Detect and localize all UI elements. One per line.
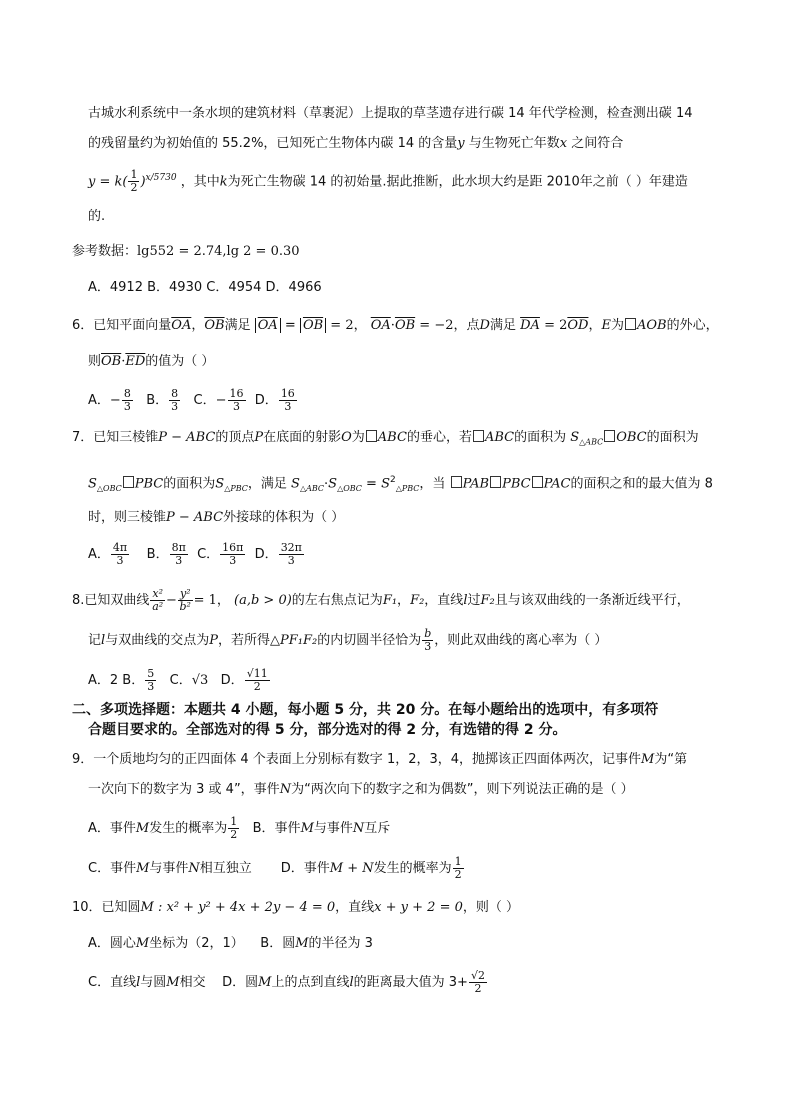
vec-oa: $\overline{OA}$ (171, 318, 192, 333)
den: b² (179, 600, 191, 613)
q9-options-row-2 (88, 856, 465, 881)
q8-line-2 (88, 628, 607, 653)
text: 为“两次向下的数字之和为偶数”，则下列说法正确的是（ ） (291, 782, 634, 797)
num: √11 (246, 667, 268, 680)
q5-line-2 (88, 134, 623, 154)
q5-options (88, 278, 322, 298)
math-o: O (341, 430, 352, 445)
math-s: S (88, 476, 97, 492)
text: 满足 (224, 318, 251, 333)
frac-x2-a2 (150, 588, 165, 613)
comma: ， (397, 593, 411, 608)
num: y² (179, 587, 191, 600)
text: 发生的概率为 (149, 821, 228, 836)
dot: · (324, 476, 329, 492)
num: √2 (470, 969, 485, 982)
math-pbc: PBC (134, 476, 164, 492)
math-circle-eq: M : x² + y² + 4x + 2y − 4 = 0 (140, 900, 336, 915)
opt-c: C． (169, 673, 192, 688)
triangle-glyph (366, 430, 377, 442)
opt-d: D． (220, 673, 244, 688)
text: 且与该双曲线的一条渐近线平行， (494, 593, 690, 608)
q5-line-1 (88, 104, 692, 124)
math-abc: ABC (377, 430, 407, 445)
math-f2: F₂ (410, 593, 425, 608)
text: ，其中 (180, 174, 220, 190)
text: 与双曲线的交点为 (105, 633, 210, 648)
opt-c: C． (193, 393, 216, 408)
text: ，点 (453, 318, 480, 333)
q6-options (88, 388, 298, 413)
text: 发生的概率为 (373, 861, 452, 876)
q7-options (88, 542, 305, 567)
text: 互斥 (364, 821, 391, 836)
minus: − (215, 393, 227, 408)
math-p: P (209, 633, 218, 648)
text: 相交 (179, 975, 206, 990)
math-s: S (381, 476, 390, 492)
vec-da: $\overline{DA}$ (520, 318, 540, 333)
norm-oa: $\overline{OA}$ (255, 318, 281, 333)
comma: ， (353, 318, 367, 333)
text: 与事件 (313, 821, 353, 836)
vec-ed: $\overline{ED}$ (125, 354, 146, 369)
text: ，若所得 (217, 633, 270, 648)
den: 3 (233, 400, 241, 413)
math-m: M (135, 936, 150, 951)
num: 8 (171, 387, 179, 400)
num: 16 (229, 387, 244, 400)
text: ， (588, 318, 602, 333)
frac-8-3 (169, 388, 180, 413)
den: 2 (230, 828, 238, 841)
text: 的值为（ ） (145, 354, 215, 369)
text: 为 (610, 318, 624, 333)
text: 则 (88, 354, 102, 369)
math-e: E (601, 318, 611, 333)
text: ， (216, 593, 230, 608)
text: 的左右焦点记为 (291, 593, 383, 608)
sub: △PBC (395, 483, 420, 493)
math-m: M (136, 861, 150, 876)
text: 10．已知圆 (72, 900, 141, 915)
text: 的. (88, 209, 106, 224)
text: 的面积为 (646, 430, 699, 445)
frac-16pi-3 (220, 542, 245, 567)
num: x² (152, 587, 164, 600)
math-m: M (300, 821, 314, 836)
num: 16 (280, 387, 295, 400)
text: A．圆心 (88, 936, 136, 951)
text: ，直线 (424, 593, 464, 608)
text: 的面积为 (163, 476, 216, 492)
text: 7．已知三棱锥 (72, 430, 159, 445)
q10-options-row-2 (88, 970, 488, 995)
q7-line-1 (72, 428, 699, 453)
text: 相互独立 (199, 861, 252, 876)
frac-16-3 (228, 388, 246, 413)
vec-ob: $\overline{OB}$ (204, 318, 225, 333)
dot: · (390, 318, 395, 333)
sub: △ABC (299, 483, 325, 493)
text: 过 (467, 593, 481, 608)
num: 8 (123, 387, 131, 400)
math-p-abc: P − ABC (158, 430, 216, 445)
text: 的面积之和的最大值为 8 (570, 476, 713, 492)
math-l: l (136, 975, 141, 990)
frac-sqrt11-2 (245, 668, 270, 693)
math-l: l (349, 975, 354, 990)
math-m-plus-n: M + N (329, 861, 374, 876)
minus: − (109, 393, 121, 408)
text: 与事件 (149, 861, 189, 876)
q7-line-2: $S_{\triangle OBC}$ PBC的面积为$S_{\triangle PBC}$，满足 $S_{\triangle ABC}\cdot S_{\triangle OBC} = S^2_{\triangle PBC}$，当 PAB PBC PAC的面积之和的最大值为 8 (88, 475, 713, 493)
ref-label: 参考数据： (72, 244, 138, 259)
num: 16π (222, 541, 244, 554)
frac-b-3 (422, 628, 433, 653)
triangle-glyph (625, 318, 636, 330)
q10-line-1 (72, 898, 519, 918)
text: 之间符合 (571, 136, 624, 151)
norm-ob: $\overline{OB}$ (300, 318, 326, 333)
den: 3 (284, 400, 292, 413)
math-aob: AOB (636, 318, 667, 333)
text: ，直线 (335, 900, 375, 915)
frac-16-3 (279, 388, 297, 413)
triangle-glyph (490, 476, 501, 488)
text: 坐标为（2，1） (149, 936, 244, 951)
opt-b: B． (146, 547, 169, 562)
text: B．圆 (260, 936, 296, 951)
den: 3 (424, 640, 432, 653)
num: 4π (112, 541, 128, 554)
math-p-abc: P − ABC (166, 510, 224, 525)
num: 1 (230, 815, 238, 828)
q5-line-4 (88, 207, 105, 227)
den: 3 (116, 554, 124, 567)
frac-5-3 (145, 668, 156, 693)
text: 外接球的体积为（ ） (223, 510, 345, 525)
text: 上的点到直线 (271, 975, 350, 990)
math-m: M (166, 975, 180, 990)
triangle-glyph (473, 430, 484, 442)
math-f2: F₂ (480, 593, 495, 608)
options: A．4912 B．4930 C．4954 D．4966 (88, 280, 322, 295)
sub: △PBC (224, 483, 248, 493)
q6-line-1: 6．已知平面向量$\overline{OA}$，$\overline{OB}$满足 $\overline{OA} = \overline{OB} = 2$， $\overline{OA}\cdot\overline{OB} = -2$，点D满足 $\overline{DA} = 2\overline{OD}$，E为 AOB的外心， (72, 318, 719, 333)
text: 的面积为 (514, 430, 567, 445)
text: 在底面的射影 (263, 430, 342, 445)
text: 满足 (489, 318, 516, 333)
text: 的半径为 3 (308, 936, 373, 951)
sub: △OBC (337, 483, 362, 493)
math-y: y (457, 136, 465, 151)
sub: △ABC (579, 437, 604, 447)
text: D．圆 (222, 975, 259, 990)
eq: = 2 (544, 318, 568, 333)
q5-reference (72, 242, 300, 262)
math-s: S (328, 476, 338, 492)
vec-ob: $\overline{OB}$ (394, 318, 416, 333)
text: 的距离最大值为 3+ (353, 975, 468, 990)
text: C．直线 (88, 975, 137, 990)
frac-sqrt2-2 (469, 970, 487, 995)
num: 1 (454, 855, 462, 868)
condition: (a,b > 0) (234, 593, 292, 608)
eq: = −2 (419, 318, 454, 333)
text: 的内切圆半径恰为 (317, 633, 422, 648)
num: 8π (171, 541, 186, 554)
vec-od: $\overline{OD}$ (567, 318, 589, 333)
math-n: N (188, 861, 200, 876)
opt-a: A． (88, 393, 110, 408)
opt-c: C． (197, 547, 220, 562)
den: 3 (147, 680, 155, 693)
q10-options-row-1 (88, 934, 373, 954)
triangle-glyph (532, 476, 543, 488)
math-m: M (641, 752, 655, 767)
text: 的残留量约为初始值的 55.2%，已知死亡生物体内碳 14 的含量 (88, 136, 458, 151)
triangle-glyph (604, 430, 615, 442)
frac-8-3 (122, 388, 133, 413)
text: 一次向下的数字为 3 或 4”，事件 (88, 782, 280, 797)
minus: − (166, 593, 177, 608)
frac-32pi-3 (279, 542, 304, 567)
math-x: x (559, 136, 568, 151)
math-n: N (352, 821, 365, 836)
math-d: D (479, 318, 490, 333)
text: A．事件 (88, 821, 136, 836)
den: 3 (175, 554, 183, 567)
formula-lhs: y = k( (88, 174, 128, 190)
q9-line-1 (72, 750, 687, 770)
frac-4pi-3 (111, 542, 129, 567)
math-n: N (279, 782, 292, 797)
math-obc: OBC (616, 430, 647, 445)
math-abc: ABC (484, 430, 515, 445)
q8-line-1 (72, 588, 690, 613)
comma: ， (191, 318, 205, 333)
den: 3 (287, 554, 295, 567)
q5-line-3 (88, 168, 688, 194)
q9-options-row-1 (88, 816, 390, 841)
text: ，则（ ） (462, 900, 520, 915)
text: 与圆 (140, 975, 167, 990)
opt-a: A． (88, 547, 110, 562)
q7-line-3 (88, 508, 344, 528)
text: 的外心， (666, 318, 719, 333)
eq: = 2 (330, 318, 354, 333)
section-2-header-line-1 (72, 700, 658, 720)
math-pab: PAB (462, 476, 490, 492)
sup: 2 (390, 475, 396, 485)
math-triangle-pf1f2: △PF₁F₂ (269, 633, 318, 648)
frac-1-2 (228, 816, 239, 841)
text: 8.已知双曲线 (72, 593, 150, 608)
den: 2 (474, 982, 482, 995)
text: 为“第 (654, 752, 688, 767)
num: b (424, 627, 432, 640)
text: 的垂心，若 (406, 430, 472, 445)
formula-exponent: x/5730 (145, 173, 177, 183)
num: 32π (280, 541, 302, 554)
sqrt3: √3 (191, 673, 209, 688)
math-s: S (570, 430, 580, 445)
opt-d: D． (254, 393, 278, 408)
math-pac: PAC (543, 476, 571, 492)
num: 1 (130, 168, 138, 182)
sub: △OBC (96, 483, 122, 493)
math-m: M (295, 936, 309, 951)
frac-1-2 (453, 856, 464, 881)
text: C．事件 (88, 861, 137, 876)
text: ，当 (419, 476, 446, 492)
math-l: l (463, 593, 468, 608)
den: 2 (454, 868, 462, 881)
math-f1: F₁ (382, 593, 398, 608)
text: 6．已知平面向量 (72, 318, 172, 333)
opt-b: B． (146, 393, 169, 408)
text: B．事件 (252, 821, 301, 836)
math-m: M (135, 821, 150, 836)
q8-options (88, 668, 271, 693)
den: a² (152, 600, 164, 613)
text: 为死亡生物碳 14 的初始量.据此推断，此水坝大约是距 2010年之前（ ）年建造 (227, 174, 688, 190)
opt-a-b: A．2 B． (88, 673, 145, 688)
frac-8pi-3 (170, 542, 188, 567)
text: 与生物死亡年数 (468, 136, 560, 151)
text: 合题目要求的。全部选对的得 5 分，部分选对的得 2 分，有选错的得 2 分。 (88, 722, 567, 738)
frac-y2-b2 (178, 588, 193, 613)
eq: = 1 (193, 593, 217, 608)
text: 的顶点 (215, 430, 255, 445)
num: 5 (147, 667, 155, 680)
text: 9．一个质地均匀的正四面体 4 个表面上分别标有数字 1，2，3，4，抛掷该正四面体两次，记事件 (72, 752, 642, 767)
math-k: k (219, 174, 228, 190)
text: 时，则三棱锥 (88, 510, 167, 525)
den: 3 (229, 554, 237, 567)
q6-line-2 (88, 352, 214, 372)
den: 3 (171, 400, 179, 413)
text: D．事件 (280, 861, 330, 876)
text: 为 (351, 430, 365, 445)
vec-oa: $\overline{OA}$ (370, 318, 391, 333)
formula-rhs: ) (140, 174, 146, 190)
math-m: M (258, 975, 272, 990)
den: 2 (130, 181, 138, 195)
math-l: l (101, 633, 106, 648)
text: 二、多项选择题：本题共 4 小题，每小题 5 分，共 20 分。在每小题给出的选项中，有多项符 (72, 702, 659, 718)
text: ，满足 (247, 476, 287, 492)
fraction-half (128, 169, 139, 194)
vec-ob: $\overline{OB}$ (101, 354, 122, 369)
triangle-glyph (451, 476, 462, 488)
dot: · (121, 354, 126, 369)
den: 2 (253, 680, 261, 693)
ref-value: lg552 = 2.74,lg 2 = 0.30 (137, 244, 300, 259)
text: 古城水利系统中一条水坝的建筑材料（草裹泥）上提取的草茎遗存进行碳 14 年代学检测，检查测出碳 14 (88, 106, 693, 121)
text: 记 (88, 633, 102, 648)
q9-line-2 (88, 780, 634, 800)
den: 3 (123, 400, 131, 413)
triangle-glyph (123, 476, 134, 488)
section-2-header-line-2 (88, 720, 566, 740)
math-pbc: PBC (502, 476, 531, 492)
math-s: S (215, 476, 225, 492)
math-s: S (291, 476, 300, 492)
text: ，则此双曲线的离心率为（ ） (434, 633, 608, 648)
opt-d: D． (254, 547, 278, 562)
math-line-eq: x + y + 2 = 0 (374, 900, 463, 915)
math-p: P (254, 430, 264, 445)
